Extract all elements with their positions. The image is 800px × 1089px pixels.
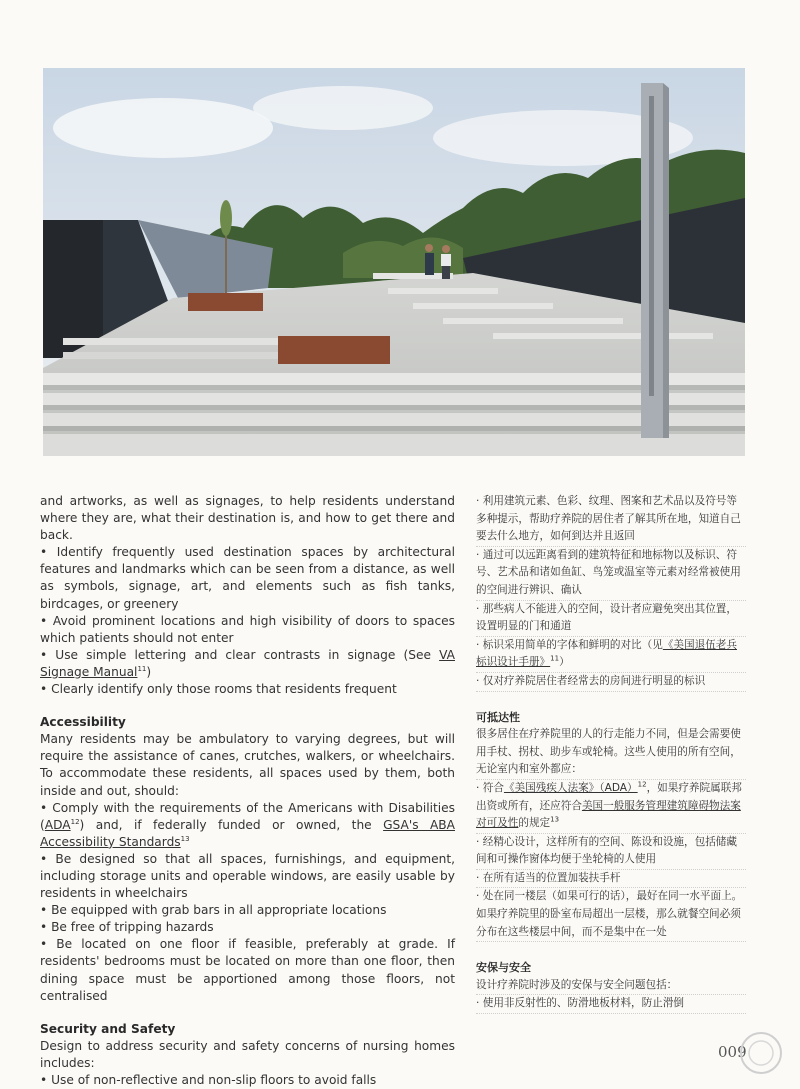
bullet-item: · 在所有适当的位置加装扶手杆 xyxy=(476,870,746,889)
paragraph: 设计疗养院时涉及的安保与安全问题包括： xyxy=(476,977,746,996)
section-heading-security-cn: 安保与安全 xyxy=(476,961,531,975)
person xyxy=(425,244,433,252)
chinese-column xyxy=(476,493,746,1014)
step xyxy=(388,288,498,294)
page-number: 009 xyxy=(718,1043,747,1061)
ada-link-cn[interactable]: 《美国残疾人法案》（ADA） xyxy=(503,781,638,794)
step xyxy=(373,273,453,279)
step-shadow xyxy=(43,426,745,431)
watermark-logo-icon xyxy=(732,1030,790,1076)
bullet-item: • Be free of tripping hazards xyxy=(40,920,214,935)
va-signage-manual-link-cn[interactable]: 《美国退伍老兵标识设计手册》 xyxy=(476,638,737,669)
bullet-item: • Use simple lettering and clear contrasts in signage (See VA Signage Manual$^{11}$) xyxy=(40,647,455,679)
bullet-item: • Be located on one floor if feasible, preferably at grade. If residents' bedrooms must be located on more than one floor, then dining space must be apportioned among those floors, not centralised xyxy=(40,937,455,1003)
bullet-item: • Use of non-reflective and non-slip floors to avoid falls xyxy=(40,1073,377,1087)
step xyxy=(443,318,623,324)
paragraph: 很多居住在疗养院里的人的行走能力不同，但是会需要使用手杖、拐杖、助步车或轮椅。这些人使用的所有空间，无论室内和室外都应： xyxy=(476,726,746,780)
bullet-item: · 标识采用简单的字体和鲜明的对比（见《美国退伍老兵标识设计手册》$^{11}$） xyxy=(476,637,746,673)
lamp-post xyxy=(663,83,669,438)
step xyxy=(43,393,745,405)
bullet-item: · 那些病人不能进入的空间，设计者应避免突出其位置，设置明显的门和通道 xyxy=(476,601,746,637)
planter xyxy=(188,293,263,311)
bullet-item: · 仅对疗养院居住者经常去的房间进行明显的标识 xyxy=(476,673,746,692)
step xyxy=(63,338,293,345)
gsa-link-cn[interactable]: 美国一般服务管理建筑障碍物法案对可及性 xyxy=(476,799,741,830)
young-tree xyxy=(220,200,232,236)
section-heading-security: Security and Safety xyxy=(40,1021,176,1036)
step-shadow xyxy=(43,385,745,390)
hero-photo xyxy=(43,68,745,456)
bullet-item: · 利用建筑元素、色彩、纹理、图案和艺术品以及符号等多种提示，帮助疗养院的居住者了解其所在地，知道自己要去什么地方，如何到达并且返回 xyxy=(476,493,746,547)
bullet-item: · 处在同一楼层（如果可行的话），最好在同一水平面上。如果疗养院里的卧室布局超出一层楼，那么就餐空间必须分布在这些楼层中间，而不是集中在一处 xyxy=(476,888,746,942)
step xyxy=(43,434,745,456)
section-heading-accessibility: Accessibility xyxy=(40,715,126,730)
step xyxy=(63,352,313,359)
bullet-item: · 符合《美国残疾人法案》（ADA）$^{12}$，如果疗养院属联邦出资或所有，还应符合美国一般服务管理建筑障碍物法案对可及性的规定$^{13}$ xyxy=(476,780,746,834)
gsa-aba-standards-link[interactable]: GSA's ABA Accessibility Standards xyxy=(40,817,455,849)
step xyxy=(43,413,745,426)
cloud xyxy=(253,86,433,130)
bullet-item: · 使用非反射性的、防滑地板材料，防止滑倒 xyxy=(476,995,746,1014)
person xyxy=(442,245,450,253)
bullet-item: • Identify frequently used destination spaces by architectural features and landmarks which can be seen from a distance, as well as symbols, signage, art, and elements such as fish tanks, birdcages, or greenery xyxy=(40,545,455,611)
planter xyxy=(278,336,390,364)
bullet-item: • Clearly identify only those rooms that residents frequent xyxy=(40,682,397,697)
person xyxy=(425,253,434,275)
person xyxy=(441,254,451,266)
paragraph: Many residents may be ambulatory to varying degrees, but will require the assistance of canes, crutches, walkers, or wheelchairs. To accommodate these residents, all spaces used by them, both inside and out, should: xyxy=(40,732,455,798)
va-signage-manual-link[interactable]: VA Signage Manual xyxy=(40,647,455,679)
step xyxy=(493,333,713,339)
bullet-item: • Be equipped with grab bars in all appropriate locations xyxy=(40,903,387,918)
bullet-item: • Be designed so that all spaces, furnishings, and equipment, including storage units and operable windows, are easily usable by residents in wheelchairs xyxy=(40,851,455,901)
bullet-item: • Comply with the requirements of the Americans with Disabilities (ADA$^{12}$) and, if federally funded or owned, the GSA's ABA Accessibility Standards$^{13}$ xyxy=(40,800,455,849)
cloud xyxy=(53,98,273,158)
english-column xyxy=(40,493,455,1089)
step xyxy=(43,373,745,385)
step-shadow xyxy=(43,405,745,410)
plaza-illustration xyxy=(43,68,745,456)
bullet-item: · 经精心设计，这样所有的空间、陈设和设施，包括储藏间和可操作窗体均便于坐轮椅的人使用 xyxy=(476,834,746,870)
paragraph: Design to address security and safety concerns of nursing homes includes: xyxy=(40,1038,455,1070)
ada-link[interactable]: ADA xyxy=(44,817,71,832)
bullet-item: · 通过可以远距离看到的建筑特征和地标物以及标识、符号、艺术品和诸如鱼缸、鸟笼或温室等元素对经常被使用的空间进行辨识、确认 xyxy=(476,547,746,601)
person xyxy=(442,266,450,279)
step xyxy=(413,303,553,309)
lamp-post xyxy=(649,96,654,396)
section-heading-accessibility-cn: 可抵达性 xyxy=(476,710,520,724)
dark-wall xyxy=(43,220,103,358)
paragraph: and artworks, as well as signages, to help residents understand where they are, what their destination is, and how to get there and back. xyxy=(40,494,455,543)
bullet-item: • Avoid prominent locations and high visibility of doors to spaces which patients should not enter xyxy=(40,613,455,645)
